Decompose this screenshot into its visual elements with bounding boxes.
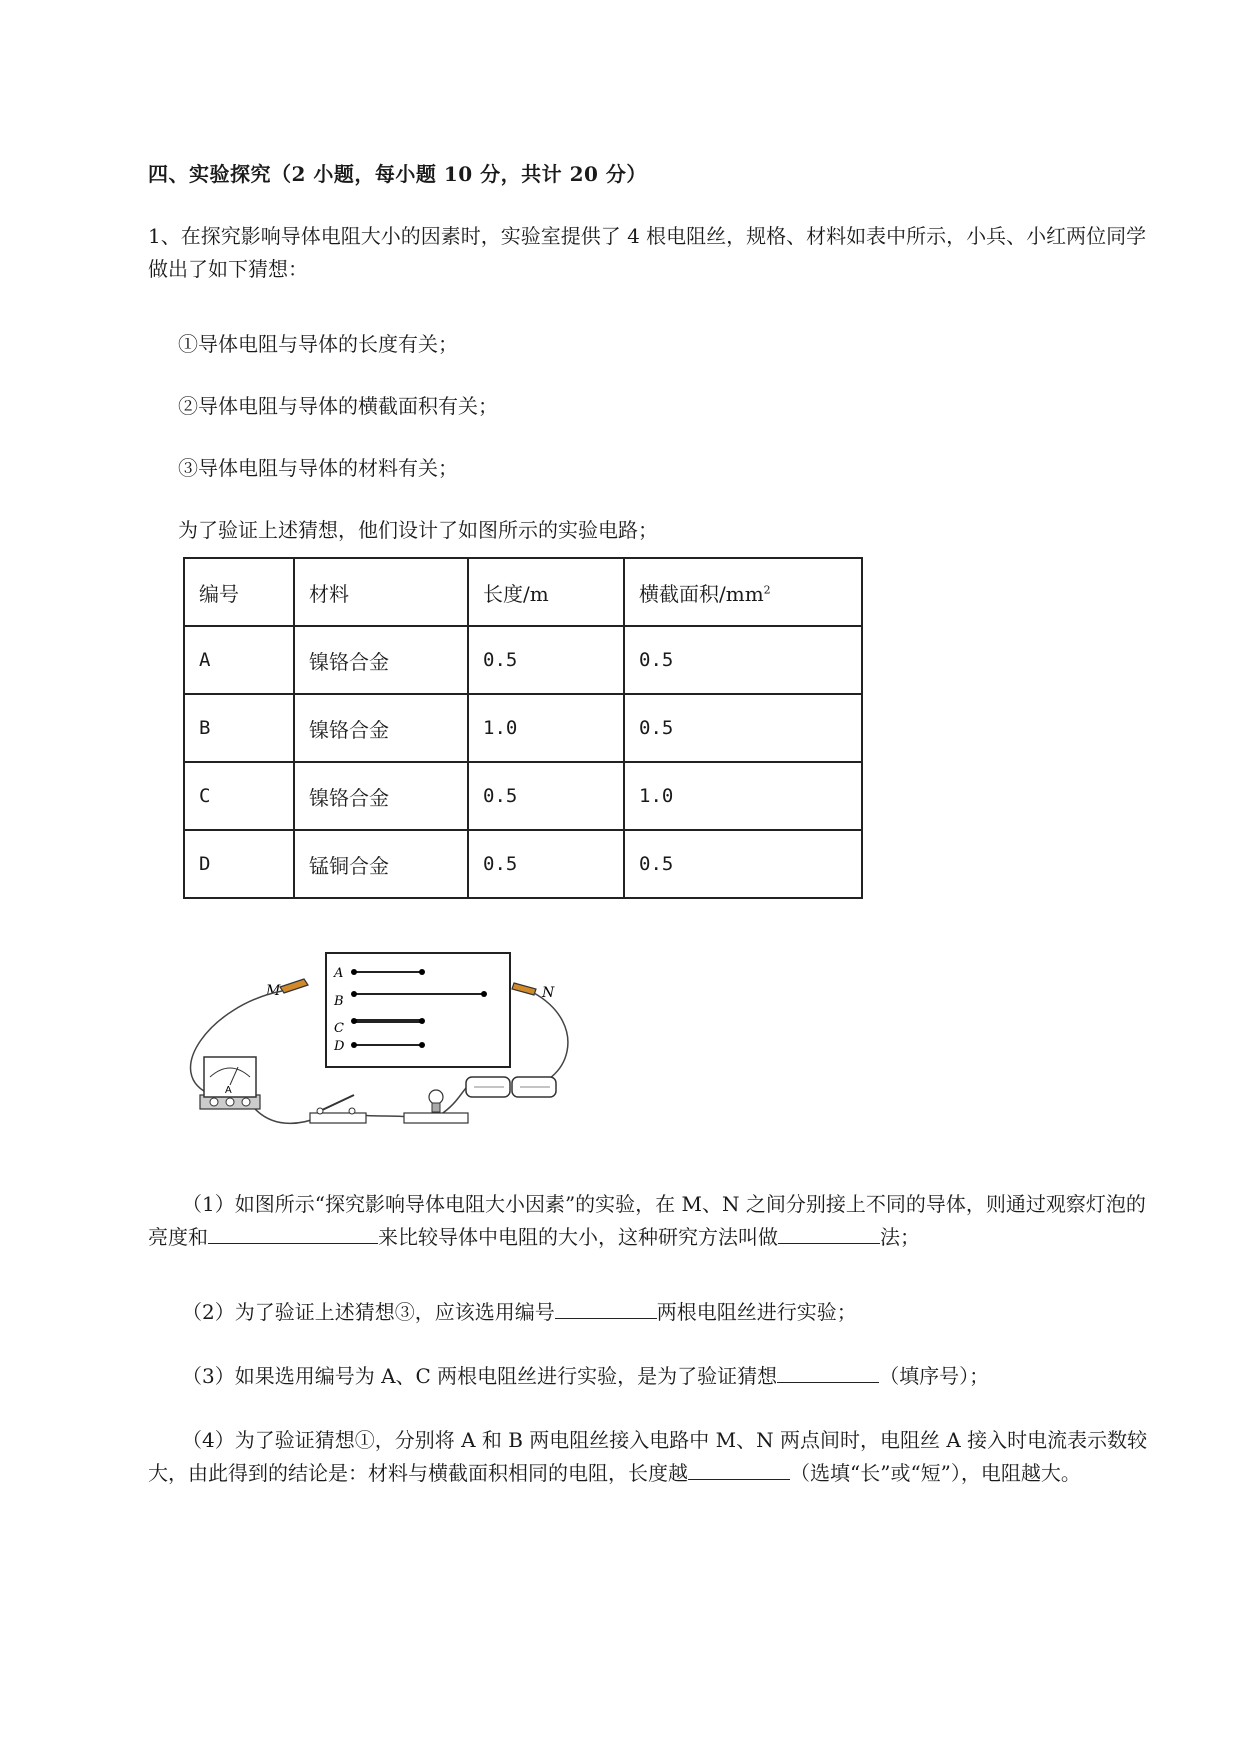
subquestion-1-text-b: 来比较导体中电阻的大小，这种研究方法叫做 <box>378 1225 778 1249</box>
lead-switch-lamp <box>360 1115 410 1117</box>
ammeter <box>200 1057 260 1109</box>
answer-blank-2[interactable] <box>555 1296 657 1319</box>
cell-area: 0.5 <box>624 694 862 762</box>
wire-label-d: D <box>334 1039 345 1054</box>
answer-blank-1a[interactable] <box>208 1221 378 1244</box>
cell-length: 0.5 <box>468 830 624 898</box>
table-row <box>184 626 862 694</box>
cell-length: 1.0 <box>468 694 624 762</box>
subquestion-4-text-b: （选填“长”或“短”），电阻越大。 <box>790 1461 1081 1485</box>
lead-n <box>522 993 568 1088</box>
clip-n <box>512 983 536 995</box>
cell-id: B <box>184 694 294 762</box>
hypothesis-3: ③导体电阻与导体的材料有关； <box>178 456 458 480</box>
answer-blank-4[interactable] <box>688 1457 790 1480</box>
subquestion-4 <box>148 1424 1158 1490</box>
design-statement: 为了验证上述猜想，他们设计了如图所示的实验电路； <box>178 518 658 542</box>
subquestion-2-text-b: 两根电阻丝进行实验； <box>656 1300 857 1324</box>
section-title: 四、实验探究（2 小题，每小题 10 分，共计 20 分） <box>148 162 647 186</box>
clip-label-n: N <box>542 985 555 1001</box>
subquestion-1 <box>148 1188 1158 1254</box>
cell-area: 0.5 <box>624 830 862 898</box>
subquestion-3-text-a: （3）如果选用编号为 A、C 两根电阻丝进行实验，是为了验证猜想 <box>182 1364 778 1388</box>
wire-label-c: C <box>334 1021 344 1036</box>
table-row <box>184 762 862 830</box>
cell-area: 1.0 <box>624 762 862 830</box>
clip-label-m: M <box>266 983 281 999</box>
table-header-row <box>184 558 862 626</box>
header-id: 编号 <box>184 558 294 626</box>
subquestion-4-text-a: （4）为了验证猜想①，分别将 A 和 B 两电阻丝接入电路中 M、N 两点间时，电阻丝 A 接入时电流表示数较大，由此得到的结论是：材料与横截面积相同的电阻，长度越 <box>148 1428 1148 1485</box>
question-intro: 1、在探究影响导体电阻大小的因素时，实验室提供了 4 根电阻丝，规格、材料如表中所示，小兵、小红两位同学做出了如下猜想： <box>148 224 1147 281</box>
cell-material: 镍铬合金 <box>294 626 468 694</box>
header-area-text: 横截面积/mm <box>639 581 764 606</box>
cell-material: 镍铬合金 <box>294 694 468 762</box>
header-area-exponent: 2 <box>763 582 771 596</box>
battery-pack <box>466 1077 556 1097</box>
clip-m <box>280 979 308 993</box>
answer-blank-1b[interactable] <box>778 1221 880 1244</box>
hypothesis-2: ②导体电阻与导体的横截面积有关； <box>178 394 498 418</box>
subquestion-2-text-a: （2）为了验证上述猜想③，应该选用编号 <box>182 1300 555 1324</box>
lamp <box>404 1090 468 1123</box>
cell-area: 0.5 <box>624 626 862 694</box>
subquestion-1-text-a: （1）如图所示“探究影响导体电阻大小因素”的实验，在 M、N 之间分别接上不同的导体，则通过观察灯泡的亮度和 <box>148 1192 1146 1249</box>
cell-id: D <box>184 830 294 898</box>
table-row <box>184 830 862 898</box>
switch <box>310 1095 366 1123</box>
cell-material: 锰铜合金 <box>294 830 468 898</box>
ammeter-label: A <box>225 1085 232 1096</box>
header-area <box>624 558 862 626</box>
resistance-wire-table <box>183 557 863 899</box>
hypothesis-1: ①导体电阻与导体的长度有关； <box>178 332 458 356</box>
table-row <box>184 694 862 762</box>
subquestion-3 <box>148 1360 1158 1393</box>
cell-material: 镍铬合金 <box>294 762 468 830</box>
header-material: 材料 <box>294 558 468 626</box>
subquestion-2 <box>148 1296 1158 1329</box>
wire-label-a: A <box>334 966 344 981</box>
circuit-diagram <box>170 945 590 1145</box>
cell-length: 0.5 <box>468 626 624 694</box>
cell-id: C <box>184 762 294 830</box>
wire-label-b: B <box>334 994 344 1009</box>
cell-length: 0.5 <box>468 762 624 830</box>
header-length: 长度/m <box>468 558 624 626</box>
lead-lamp-battery <box>440 1088 466 1115</box>
subquestion-1-text-c: 法； <box>880 1225 920 1249</box>
answer-blank-3[interactable] <box>777 1360 879 1383</box>
cell-id: A <box>184 626 294 694</box>
subquestion-3-text-b: （填序号）； <box>879 1364 990 1388</box>
